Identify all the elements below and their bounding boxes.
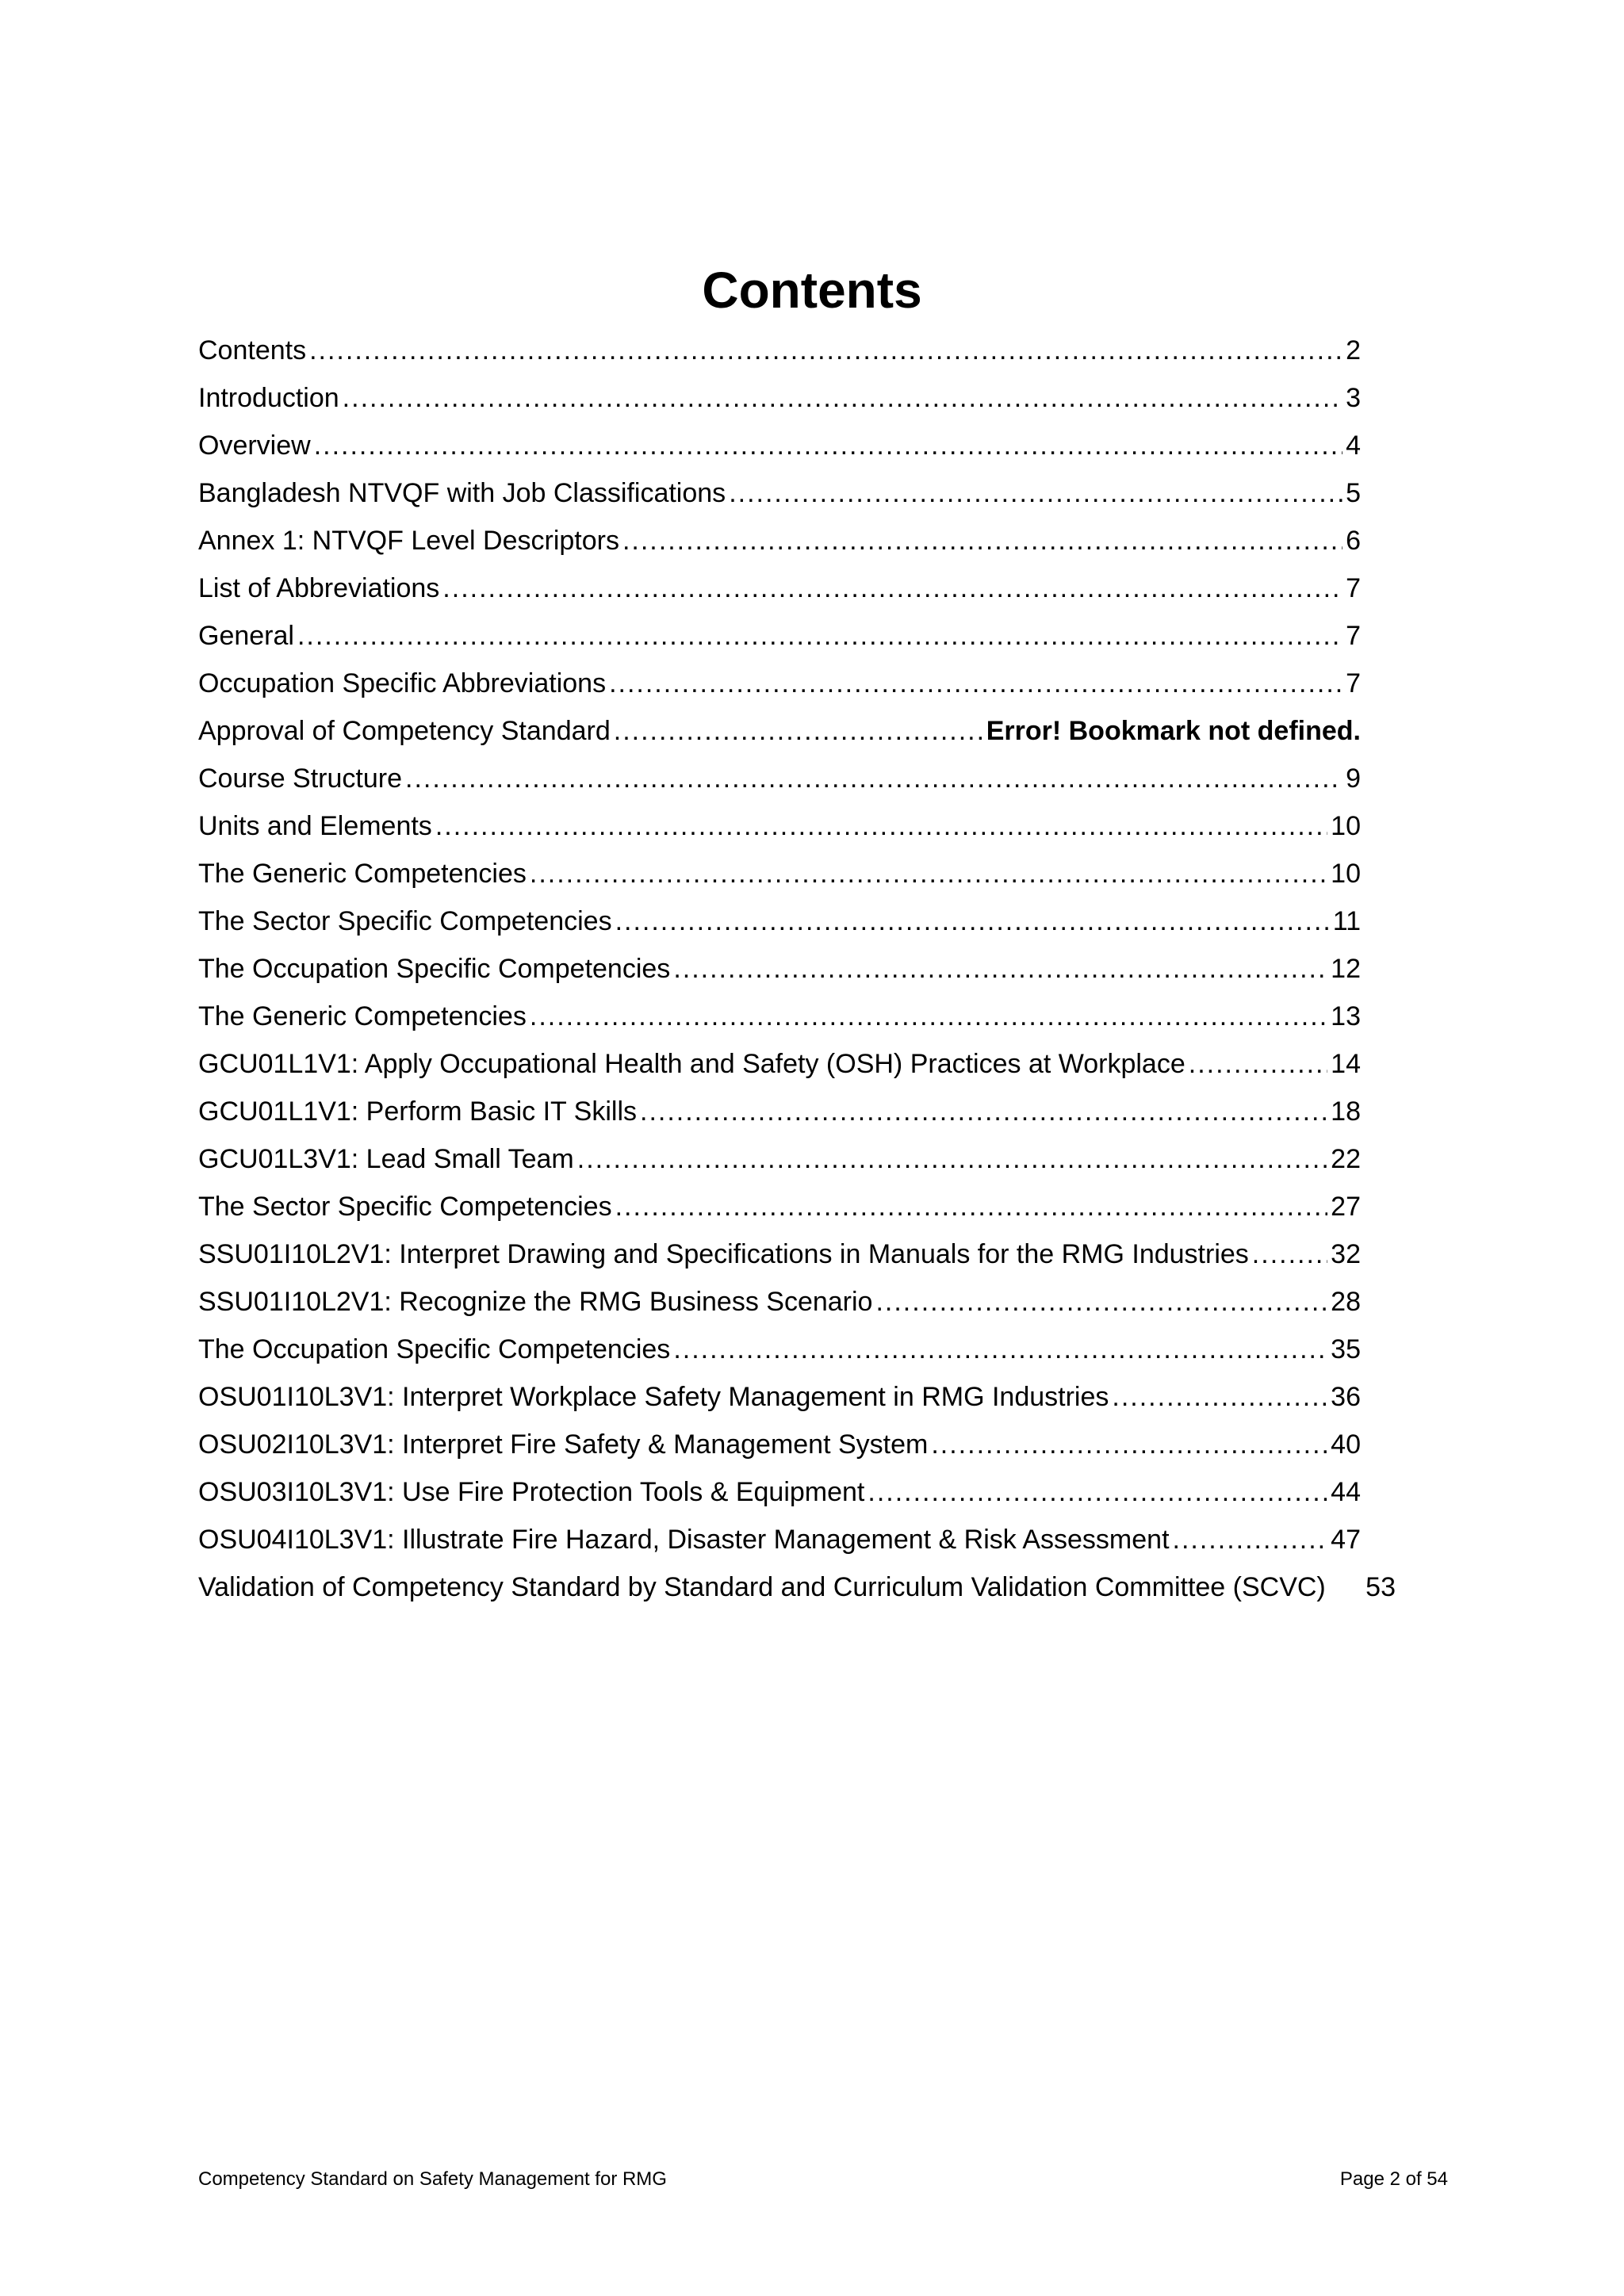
toc-entry-osu01[interactable] <box>198 1373 1361 1421</box>
toc-entry-page: 27 <box>1327 1191 1361 1223</box>
page-footer <box>198 2168 1448 2191</box>
toc-entry-page: 22 <box>1327 1143 1361 1175</box>
toc-entry-label: The Generic Competencies <box>198 858 530 890</box>
toc-entry-label: Contents <box>198 335 309 366</box>
dot-leader <box>875 1286 1327 1318</box>
dot-leader <box>673 1334 1327 1365</box>
dot-leader <box>673 953 1327 985</box>
toc-entry-label: OSU03I10L3V1: Use Fire Protection Tools & Equipment <box>198 1476 868 1508</box>
toc-entry-gcu01l1v1-osh[interactable] <box>198 1040 1361 1088</box>
dot-leader <box>1112 1381 1327 1413</box>
toc-entry-units-elements[interactable] <box>198 802 1361 850</box>
toc-entry-occupation-abbreviations[interactable] <box>198 660 1361 707</box>
dot-leader <box>530 858 1327 890</box>
toc-entry-page: 28 <box>1327 1286 1361 1318</box>
toc-entry-sector-competencies[interactable] <box>198 897 1361 945</box>
dot-leader <box>309 335 1342 366</box>
toc-entry-validation-scvc[interactable] <box>198 1563 1396 1611</box>
toc-entry-page: 32 <box>1327 1238 1361 1270</box>
toc-entry-page: 7 <box>1342 572 1361 604</box>
toc-entry-label: The Generic Competencies <box>198 1001 530 1032</box>
toc-entry-ssu-business[interactable] <box>198 1278 1361 1326</box>
toc-entry-label: Bangladesh NTVQF with Job Classifications <box>198 477 729 509</box>
toc-entry-list-of-abbreviations[interactable] <box>198 564 1361 612</box>
toc-entry-label: Validation of Competency Standard by Standard and Curriculum Validation Committee (SCVC) <box>198 1571 1329 1603</box>
dot-leader <box>435 810 1327 842</box>
dot-leader <box>405 763 1342 794</box>
table-of-contents <box>198 327 1396 1611</box>
toc-entry-label: General <box>198 620 297 652</box>
toc-entry-label: Overview <box>198 430 314 461</box>
toc-entry-contents[interactable] <box>198 327 1361 374</box>
toc-entry-label: OSU01I10L3V1: Interpret Workplace Safety Management in RMG Industries <box>198 1381 1112 1413</box>
toc-entry-page: 5 <box>1342 477 1361 509</box>
toc-entry-label: Approval of Competency Standard <box>198 715 614 747</box>
toc-entry-page: 47 <box>1327 1524 1361 1556</box>
toc-entry-label: The Occupation Specific Competencies <box>198 953 673 985</box>
dot-leader <box>640 1096 1327 1127</box>
toc-entry-sector-competencies-2[interactable] <box>198 1183 1361 1230</box>
dot-leader <box>314 430 1342 461</box>
toc-entry-approval[interactable] <box>198 707 1361 755</box>
toc-entry-page: 7 <box>1342 620 1361 652</box>
dot-leader <box>868 1476 1327 1508</box>
toc-entry-label: The Sector Specific Competencies <box>198 905 615 937</box>
toc-entry-page: 10 <box>1327 810 1361 842</box>
toc-entry-page: 11 <box>1330 905 1361 937</box>
toc-entry-label: Annex 1: NTVQF Level Descriptors <box>198 525 622 557</box>
toc-entry-label: Occupation Specific Abbreviations <box>198 668 609 699</box>
dot-leader <box>1189 1048 1327 1080</box>
dot-leader <box>530 1001 1327 1032</box>
toc-entry-page: 36 <box>1327 1381 1361 1413</box>
toc-entry-page: 40 <box>1327 1429 1361 1460</box>
toc-entry-osu02[interactable] <box>198 1421 1361 1468</box>
dot-leader <box>729 477 1342 509</box>
toc-entry-course-structure[interactable] <box>198 755 1361 802</box>
toc-entry-occupation-competencies[interactable] <box>198 945 1361 993</box>
toc-entry-label: Introduction <box>198 382 343 414</box>
toc-entry-osu04[interactable] <box>198 1516 1361 1563</box>
toc-entry-page: 4 <box>1342 430 1361 461</box>
toc-entry-page: 13 <box>1327 1001 1361 1032</box>
toc-entry-error-text: Error! Bookmark not defined. <box>983 715 1361 747</box>
toc-entry-page: 44 <box>1327 1476 1361 1508</box>
toc-entry-gcu01l3v1-team[interactable] <box>198 1135 1361 1183</box>
toc-entry-page: 9 <box>1342 763 1361 794</box>
toc-entry-osu03[interactable] <box>198 1468 1361 1516</box>
toc-entry-general[interactable] <box>198 612 1361 660</box>
toc-entry-page: 6 <box>1342 525 1361 557</box>
toc-entry-label: List of Abbreviations <box>198 572 442 604</box>
dot-leader <box>297 620 1342 652</box>
toc-entry-page: 14 <box>1327 1048 1361 1080</box>
toc-entry-label: OSU04I10L3V1: Illustrate Fire Hazard, Disaster Management & Risk Assessment <box>198 1524 1173 1556</box>
footer-document-title: Competency Standard on Safety Management for RMG <box>198 2168 667 2190</box>
toc-entry-overview[interactable] <box>198 422 1361 469</box>
toc-entry-generic-competencies-2[interactable] <box>198 993 1361 1040</box>
toc-entry-label: GCU01L1V1: Perform Basic IT Skills <box>198 1096 640 1127</box>
toc-entry-gcu01l1v1-it[interactable] <box>198 1088 1361 1135</box>
toc-entry-label: OSU02I10L3V1: Interpret Fire Safety & Management System <box>198 1429 931 1460</box>
dot-leader <box>609 668 1342 699</box>
dot-leader <box>615 1191 1328 1223</box>
toc-entry-label: GCU01L3V1: Lead Small Team <box>198 1143 577 1175</box>
dot-leader <box>622 525 1342 557</box>
toc-entry-page: 18 <box>1327 1096 1361 1127</box>
dot-leader <box>614 715 983 747</box>
toc-entry-label: The Sector Specific Competencies <box>198 1191 615 1223</box>
toc-entry-page: 35 <box>1327 1334 1361 1365</box>
toc-entry-page: 53 <box>1362 1571 1396 1603</box>
footer-page-number: Page 2 of 54 <box>1339 2168 1448 2190</box>
toc-entry-annex-1[interactable] <box>198 517 1361 564</box>
dot-leader <box>1252 1238 1327 1270</box>
dot-leader <box>1173 1524 1328 1556</box>
toc-entry-page: 12 <box>1327 953 1361 985</box>
toc-entry-label: Course Structure <box>198 763 405 794</box>
dot-leader <box>615 905 1330 937</box>
toc-entry-page: 7 <box>1342 668 1361 699</box>
toc-entry-page: 2 <box>1342 335 1361 366</box>
toc-entry-label: The Occupation Specific Competencies <box>198 1334 673 1365</box>
toc-entry-label: SSU01I10L2V1: Recognize the RMG Business Scenario <box>198 1286 875 1318</box>
dot-leader <box>343 382 1342 414</box>
toc-entry-ntvqf-job-classifications[interactable] <box>198 469 1361 517</box>
page-title: Contents <box>702 262 922 319</box>
dot-leader <box>931 1429 1327 1460</box>
dot-leader <box>577 1143 1327 1175</box>
toc-entry-page: 10 <box>1327 858 1361 890</box>
toc-entry-introduction[interactable] <box>198 374 1361 422</box>
toc-entry-ssu-drawing[interactable] <box>198 1230 1361 1278</box>
toc-entry-label: Units and Elements <box>198 810 435 842</box>
toc-entry-label: GCU01L1V1: Apply Occupational Health and Safety (OSH) Practices at Workplace <box>198 1048 1189 1080</box>
toc-entry-occupation-competencies-2[interactable] <box>198 1326 1361 1373</box>
toc-entry-generic-competencies[interactable] <box>198 850 1361 897</box>
toc-entry-page: 3 <box>1342 382 1361 414</box>
dot-leader <box>442 572 1342 604</box>
toc-entry-label: SSU01I10L2V1: Interpret Drawing and Specifications in Manuals for the RMG Industries <box>198 1238 1252 1270</box>
